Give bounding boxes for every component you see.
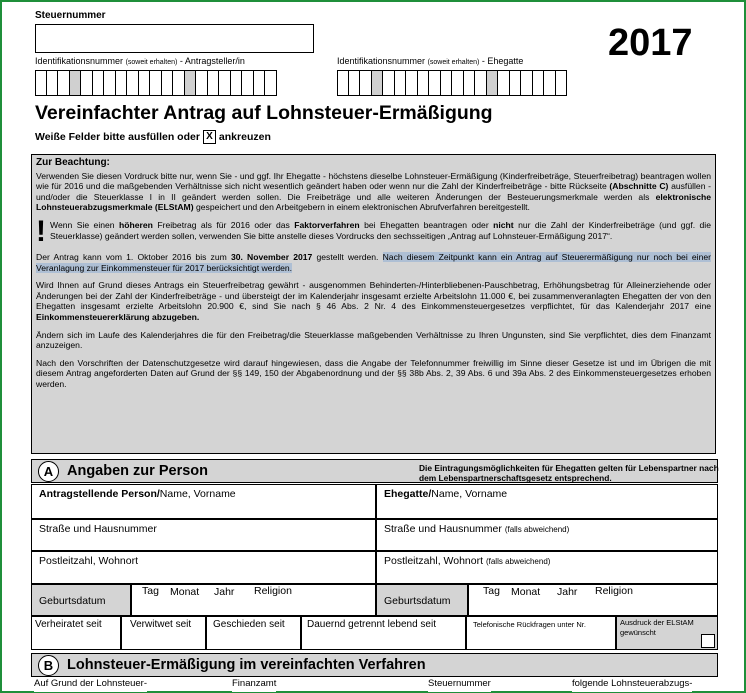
applicant-birthdate-religion-field[interactable]: Tag Monat Jahr Religion [131,584,376,616]
form-subtitle: Weiße Felder bitte ausfüllen oder X ankreuzen [35,131,271,143]
notice-box [31,154,716,454]
form-year: 2017 [608,22,693,64]
id-label-spouse: Identifikationsnummer (soweit erhalten) - Ehegatte [337,56,524,66]
id-input-applicant[interactable] [35,70,277,96]
section-b-header [31,653,718,677]
spouse-street-field[interactable]: Straße und Hausnummer (falls abweichend) [376,519,718,551]
section-b-col-3: Steuernummer [428,678,491,692]
section-b-title: Lohnsteuer-Ermäßigung im vereinfachten Verfahren [67,657,426,673]
applicant-birthdate-label: Geburtsdatum [31,584,131,616]
notice-heading: Zur Beachtung: [36,157,110,168]
married-since-field[interactable]: Verheiratet seit [31,616,121,650]
example-checkbox: X [203,130,216,144]
spouse-city-field[interactable]: Postleitzahl, Wohnort (falls abweichend) [376,551,718,584]
steuernummer-label: Steuernummer [35,10,106,21]
applicant-street-field[interactable]: Straße und Hausnummer [31,519,376,551]
elstam-print-option[interactable]: Ausdruck der ELStAM gewünscht [616,616,718,650]
spouse-name-field[interactable]: Ehegatte/Name, Vorname [376,484,718,519]
section-a-letter: A [38,461,59,482]
separated-since-field[interactable]: Dauernd getrennt lebend seit [301,616,466,650]
notice-paragraph-5: Ändern sich im Laufe des Kalenderjahres die für den Freibetrag/die Steuerklasse maßgebenden Verhältnisse zu Ihren Ungunsten, sind Sie verpflichtet, dies dem Finanzamt anzuzeigen. [36,329,711,351]
section-b-col-2: Finanzamt [232,678,276,692]
id-input-spouse[interactable] [337,70,567,96]
section-a-header [31,459,718,483]
applicant-name-field[interactable]: Antragstellende Person/Name, Vorname [31,484,376,519]
spouse-birthdate-label: Geburtsdatum [376,584,468,616]
divorced-since-field[interactable]: Geschieden seit [206,616,301,650]
section-a-note: Die Eintragungsmöglichkeiten für Ehegatten gelten für Lebenspartner nach dem Lebenspartnerschaftsgesetz entsprechend. [419,463,719,483]
section-b-col-4: folgende Lohnsteuerabzugs- [572,678,692,692]
spouse-birthdate-religion-field[interactable]: Tag Monat Jahr Religion [468,584,718,616]
elstam-checkbox[interactable] [701,634,715,648]
section-b-letter: B [38,655,59,676]
phone-field[interactable]: Telefonische Rückfragen unter Nr. [466,616,616,650]
notice-warning: ! Wenn Sie einen höheren Freibetrag als für 2016 oder das Faktorverfahren bei Ehegatten beantragen oder nicht nur die Zahl der Kinderfreibeträge (und ggf. die Steuerklasse) geändert werden sollen, verwenden Sie bitte anstelle dieses Vordrucks den sechsseitigen „Antrag auf Lohnsteuer-Ermäßigung 2017“. [36,214,711,248]
section-b-col-1: Auf Grund der Lohnsteuer- [34,678,147,692]
widowed-since-field[interactable]: Verwitwet seit [121,616,206,650]
form-title: Vereinfachter Antrag auf Lohnsteuer-Ermäßigung [35,102,493,124]
id-label-applicant: Identifikationsnummer (soweit erhalten) - Antragsteller/in [35,56,245,66]
exclamation-icon: ! [36,214,46,248]
applicant-city-field[interactable]: Postleitzahl, Wohnort [31,551,376,584]
notice-paragraph-1: Verwenden Sie diesen Vordruck bitte nur, wenn Sie - und ggf. Ihr Ehegatte - höchstens dieselbe Lohnsteuer-Ermäßigung (Kinderfreibeträge, Steuerfreibetrag) beantragen wollen wie für 2016 und die maßgebenden Verhältnisse sich nicht wesentlich geändert haben oder wenn nur die Zahl der Kinderfreibeträge - bitte Rückseite (Abschnitte C) ausfüllen - und/oder die Steuerklasse I in II geändert werden sollen. Die Freibeträge und alle weiteren Änderungen der Besteuerungsmerkmale werden als elektronische Lohnsteuerabzugsmerkmale (ELStAM) gespeichert und den Arbeitgebern in einem elektronischen Abrufverfahren bereitgestellt. [36,170,711,213]
notice-paragraph-6: Nach den Vorschriften der Datenschutzgesetze wird darauf hingewiesen, dass die Angabe der Telefonnummer freiwillig im Sinne dieser Gesetze ist und im Übrigen die mit diesem Antrag angeforderten Daten auf Grund der §§ 149, 150 der Abgabenordnung und der §§ 38b Abs. 2, 39 Abs. 6 und 39a Abs. 2 des Einkommensteuergesetzes erhoben werden. [36,357,711,389]
notice-paragraph-4: Wird Ihnen auf Grund dieses Antrags ein Steuerfreibetrag gewährt - ausgenommen Behinderten-/Hinterbliebenen-Pauschbetrag, Erhöhungsbetrag für Alleinerziehende oder Änderungen bei der Zahl der Kinderfreibeträge - und übersteigt der im Kalenderjahr insgesamt erzielte Arbeitslohn 11.000 €, bei zusammenveranlagten Ehegatten der von den Ehegatten insgesamt erzielte Arbeitslohn 20.900 €, sind Sie nach § 46 Abs. 2 Nr. 4 des Einkommensteuergesetzes verpflichtet, für das Kalenderjahr 2017 eine Einkommensteuererklärung abzugeben. [36,280,711,322]
highlighted-text: Nach diesem Zeitpunkt kann ein Antrag auf Steuerermäßigung nur noch bei einer Veranlagung zur Einkommensteuer für 2017 berücksichtigt werden. [36,251,711,273]
notice-paragraph-3: Der Antrag kann vom 1. Oktober 2016 bis zum 30. November 2017 gestellt werden. Nach diesem Zeitpunkt kann ein Antrag auf Steuerermäßigung nur noch bei einer Veranlagung zur Einkommensteuer für 2017 berücksichtigt werden. [36,251,711,273]
section-a-title: Angaben zur Person [67,463,208,479]
steuernummer-input[interactable] [35,24,314,53]
